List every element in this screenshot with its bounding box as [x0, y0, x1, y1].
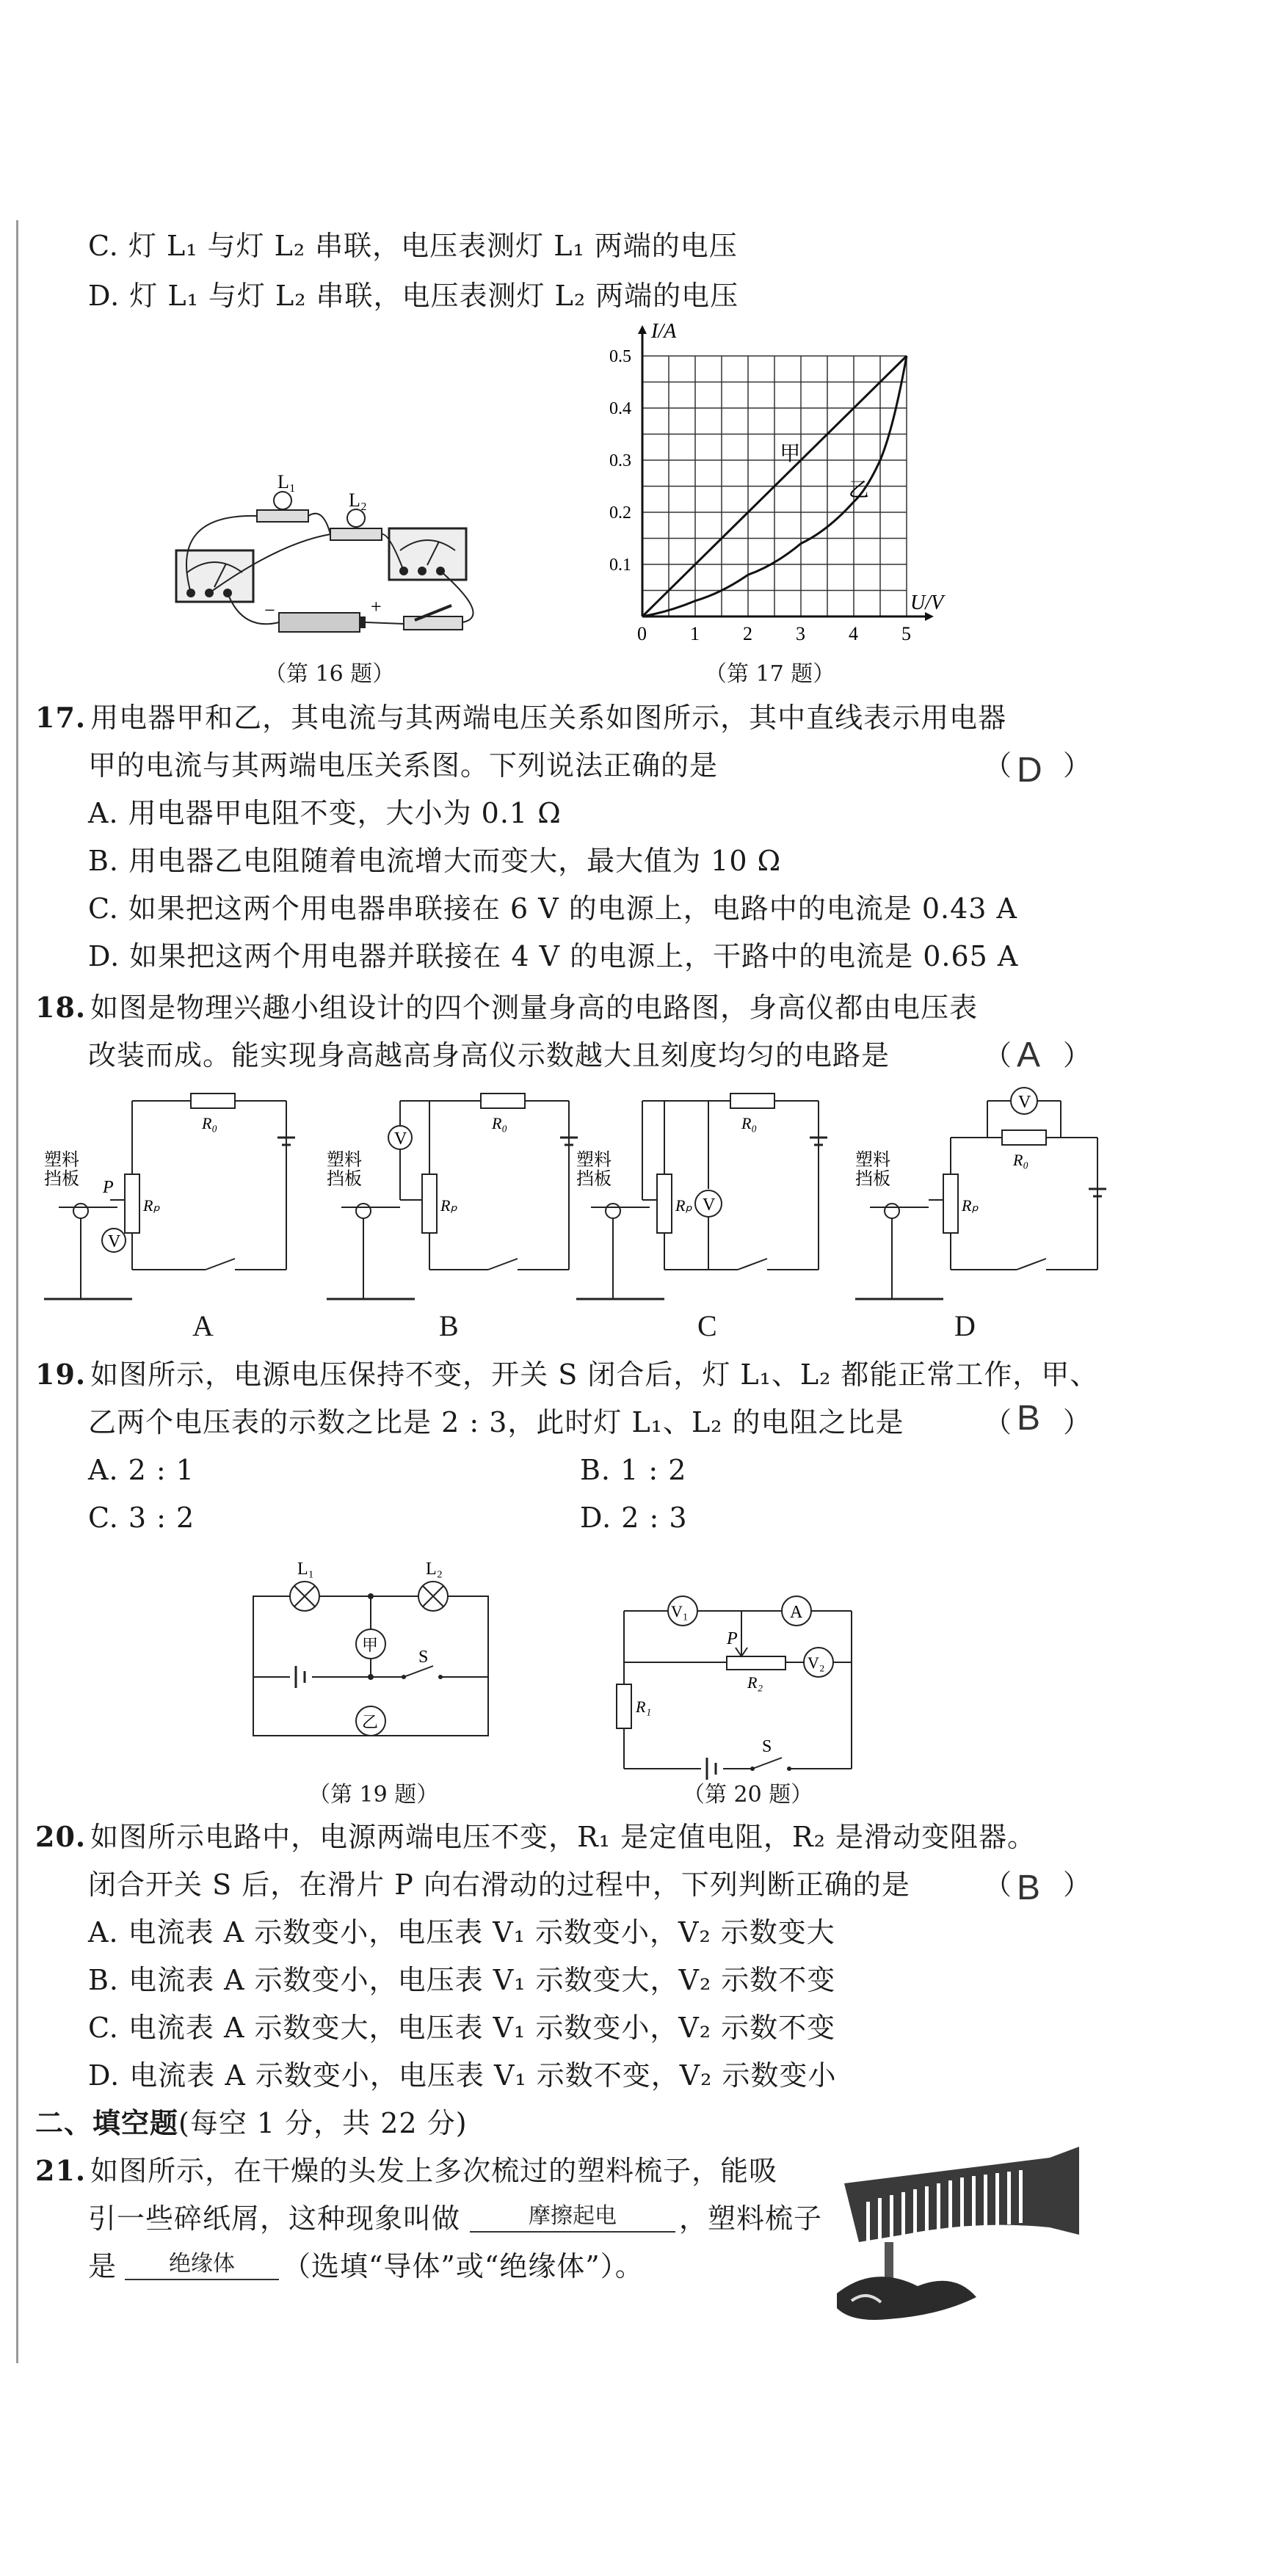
- y-axis-arrow: [638, 325, 647, 334]
- q19-bracket-close: ）: [1063, 1406, 1092, 1438]
- q19-handwritten-answer: B: [1017, 1399, 1041, 1438]
- q18-c-label-plate: 挡板: [576, 1170, 612, 1189]
- q20-label-p: P: [727, 1629, 738, 1648]
- q18-stem-line-2: 改装而成。能实现身高越高身高仪示数越大且刻度均匀的电路是: [88, 1039, 890, 1071]
- q17-number: 17.: [35, 701, 87, 734]
- q19-stem-line-2: 乙两个电压表的示数之比是 2 : 3，此时灯 L₁、L₂ 的电阻之比是: [88, 1406, 904, 1438]
- q16-voltmeter-right: [389, 528, 466, 580]
- q20-bracket-open: （: [984, 1869, 1013, 1901]
- q18-d-label-r0: R₀: [1013, 1151, 1029, 1169]
- q16-battery: [279, 613, 366, 632]
- q20-number: 20.: [35, 1820, 87, 1853]
- q19-bracket-open: （: [984, 1406, 1013, 1438]
- q18-a-label-rp: Rₚ: [143, 1196, 160, 1215]
- chart-y-axis-label: I/A: [651, 320, 677, 343]
- y-tick-label: 0.1: [609, 556, 631, 575]
- q18-d-label-plastic: 塑料: [855, 1151, 890, 1170]
- x-tick-label: 3: [796, 623, 805, 644]
- q18-d-label-plate: 挡板: [855, 1170, 890, 1189]
- q17-handwritten-answer: D: [1017, 751, 1042, 790]
- q18-b-label-plastic: 塑料: [327, 1151, 362, 1170]
- q21-line-3-pre: 是: [88, 2250, 117, 2282]
- q17-stem-line-2: 甲的电流与其两端电压关系图。下列说法正确的是: [88, 749, 719, 782]
- q21-number: 21.: [35, 2154, 87, 2187]
- q18-option-label-d: D: [954, 1309, 976, 1342]
- q21-line-1: 21. 如图所示，在干燥的头发上多次梳过的塑料梳子，能吸: [35, 2154, 778, 2187]
- x-tick-label: 5: [901, 623, 911, 644]
- q19-label-s: S: [418, 1648, 429, 1667]
- x-tick-label: 4: [849, 623, 858, 644]
- q20-label-v2: V₂: [808, 1653, 825, 1672]
- q21-line-2-pre: 引一些碎纸屑，这种现象叫做: [88, 2202, 461, 2235]
- q16-label-plus: +: [371, 596, 382, 617]
- q18-option-label-b: B: [439, 1309, 459, 1342]
- section-2-note: (每空 1 分，共 22 分): [178, 2107, 468, 2139]
- q19-stem-line-1: 19. 如图所示，电源电压保持不变，开关 S 闭合后，灯 L₁、L₂ 都能正常工作，甲、: [35, 1358, 1099, 1391]
- q21-blank-2-handwritten: 绝缘体: [125, 2249, 279, 2280]
- q19-label-l2: L₂: [426, 1560, 443, 1579]
- chart-series-label-jia: 甲: [780, 443, 801, 465]
- q16-circuit-figure: [169, 470, 551, 646]
- q20-stem-line-1: 20. 如图所示电路中，电源两端电压不变，R₁ 是定值电阻，R₂ 是滑动变阻器。: [35, 1820, 1036, 1853]
- q17-option-c: C. 如果把这两个用电器串联接在 6 V 的电源上，电路中的电流是 0.43 A: [88, 892, 1017, 925]
- q18-a-label-plastic: 塑料: [44, 1151, 79, 1170]
- q16-lamp-l2: [330, 509, 382, 540]
- x-tick-label: 2: [743, 623, 752, 644]
- q19-option-a: A. 2 : 1: [88, 1454, 195, 1486]
- q20-handwritten-answer: B: [1017, 1869, 1041, 1907]
- q16-caption: （第 16 题）: [264, 661, 395, 687]
- q21-line-3-post: （选填“导体”或“绝缘体”）。: [283, 2250, 644, 2282]
- q16-lamp-l1: [257, 492, 308, 522]
- q18-bracket-close: ）: [1063, 1039, 1092, 1071]
- q21-comb-photo: [830, 2139, 1079, 2337]
- q19-option-d: D. 2 : 3: [580, 1502, 688, 1534]
- q17-option-b: B. 用电器乙电阻随着电流增大而变大，最大值为 10 Ω: [88, 845, 782, 877]
- q18-a-label-r0: R₀: [202, 1114, 218, 1132]
- y-tick-label: 0.4: [609, 399, 631, 418]
- q17-stem-line-1: 17. 用电器甲和乙，其电流与其两端电压关系如图所示，其中直线表示用电器: [35, 701, 1007, 734]
- x-tick-label: 1: [690, 623, 700, 644]
- q18-c-label-rp: Rₚ: [675, 1196, 692, 1215]
- q20-caption: （第 20 题）: [683, 1782, 813, 1808]
- q20-bracket-close: ）: [1063, 1869, 1092, 1901]
- y-tick-label: 0.5: [609, 347, 631, 366]
- svg-text:V: V: [108, 1232, 121, 1251]
- svg-text:V: V: [1018, 1093, 1031, 1112]
- page-binding-line: [16, 220, 18, 2363]
- q18-b-label-r0: R₀: [492, 1114, 508, 1132]
- y-tick-label: 0.2: [609, 503, 631, 523]
- x-tick-label: 0: [637, 623, 647, 644]
- q18-stem-line-1: 18. 如图是物理兴趣小组设计的四个测量身高的电路图，身高仪都由电压表: [35, 991, 979, 1024]
- q20-label-a: A: [790, 1603, 803, 1622]
- chart-x-axis-label: U/V: [910, 592, 944, 614]
- q17-iu-chart: [609, 320, 944, 675]
- q18-circuit-b: [327, 1086, 591, 1299]
- q21-line-2-post: ，塑料梳子: [679, 2202, 823, 2235]
- svg-text:V: V: [703, 1196, 716, 1215]
- svg-text:V: V: [394, 1129, 407, 1149]
- q20-option-a: A. 电流表 A 示数变小，电压表 V₁ 示数变小，V₂ 示数变大: [88, 1916, 835, 1949]
- q20-option-d: D. 电流表 A 示数变小，电压表 V₁ 示数不变，V₂ 示数变小: [88, 2059, 837, 2092]
- q18-option-label-a: A: [192, 1309, 214, 1342]
- q18-circuit-a: [44, 1086, 308, 1299]
- y-tick-label: 0.3: [609, 451, 631, 470]
- q19-option-b: B. 1 : 2: [580, 1454, 687, 1486]
- q20-option-b: B. 电流表 A 示数变小，电压表 V₁ 示数变大，V₂ 示数不变: [88, 1964, 836, 1996]
- q18-handwritten-answer: A: [1017, 1036, 1041, 1074]
- q18-c-label-r0: R₀: [741, 1114, 758, 1132]
- chart-series-label-yi: 乙: [848, 479, 869, 502]
- q19-number: 19.: [35, 1358, 87, 1391]
- q17-bracket-close: ）: [1063, 749, 1092, 782]
- q19-label-l1: L₁: [297, 1560, 315, 1579]
- q16-option-d: D. 灯 L₁ 与灯 L₂ 串联，电压表测灯 L₂ 两端的电压: [88, 280, 739, 312]
- q18-circuit-c: [576, 1086, 841, 1299]
- q19-option-c: C. 3 : 2: [88, 1502, 195, 1534]
- q17-bracket-open: （: [984, 749, 1013, 782]
- q20-stem-line-2: 闭合开关 S 后，在滑片 P 向右滑动的过程中，下列判断正确的是: [88, 1869, 910, 1901]
- q18-b-label-rp: Rₚ: [440, 1196, 457, 1215]
- q18-option-label-c: C: [697, 1309, 717, 1342]
- q16-label-l1: L₁: [277, 471, 296, 492]
- q16-label-minus: −: [264, 600, 275, 621]
- q19-caption: （第 19 题）: [308, 1782, 439, 1808]
- q20-label-r2: R₂: [747, 1673, 763, 1692]
- q17-caption: （第 17 题）: [705, 661, 835, 687]
- q18-d-label-rp: Rₚ: [962, 1196, 979, 1215]
- q19-label-yi: 乙: [362, 1713, 379, 1731]
- q20-label-v1: V₁: [671, 1602, 689, 1620]
- q16-option-c: C. 灯 L₁ 与灯 L₂ 串联，电压表测灯 L₁ 两端的电压: [88, 230, 738, 262]
- q20-label-s: S: [762, 1737, 772, 1756]
- q18-a-label-p: P: [103, 1178, 114, 1197]
- q18-number: 18.: [35, 991, 87, 1024]
- section-2-heading: [35, 2106, 468, 2140]
- q16-label-l2: L₂: [349, 490, 367, 511]
- q19-circuit-figure: [246, 1560, 496, 1743]
- q18-bracket-open: （: [984, 1039, 1013, 1071]
- q19-label-jia: 甲: [362, 1636, 379, 1654]
- q18-c-label-plastic: 塑料: [576, 1151, 612, 1170]
- q18-b-label-plate: 挡板: [327, 1170, 362, 1189]
- q18-a-label-plate: 挡板: [44, 1170, 79, 1189]
- q16-switch: [404, 605, 462, 630]
- q20-option-c: C. 电流表 A 示数变大，电压表 V₁ 示数变小，V₂ 示数不变: [88, 2012, 836, 2044]
- q20-label-r1: R₁: [636, 1698, 652, 1716]
- q21-blank-1-handwritten: 摩擦起电: [470, 2202, 675, 2233]
- section-2-title: 二、填空题: [35, 2106, 179, 2139]
- q18-circuit-d: [855, 1079, 1119, 1299]
- q20-circuit-figure: [617, 1589, 881, 1780]
- q17-option-a: A. 用电器甲电阻不变，大小为 0.1 Ω: [88, 797, 562, 829]
- q17-option-d: D. 如果把这两个用电器并联接在 4 V 的电源上，干路中的电流是 0.65 A: [88, 940, 1019, 972]
